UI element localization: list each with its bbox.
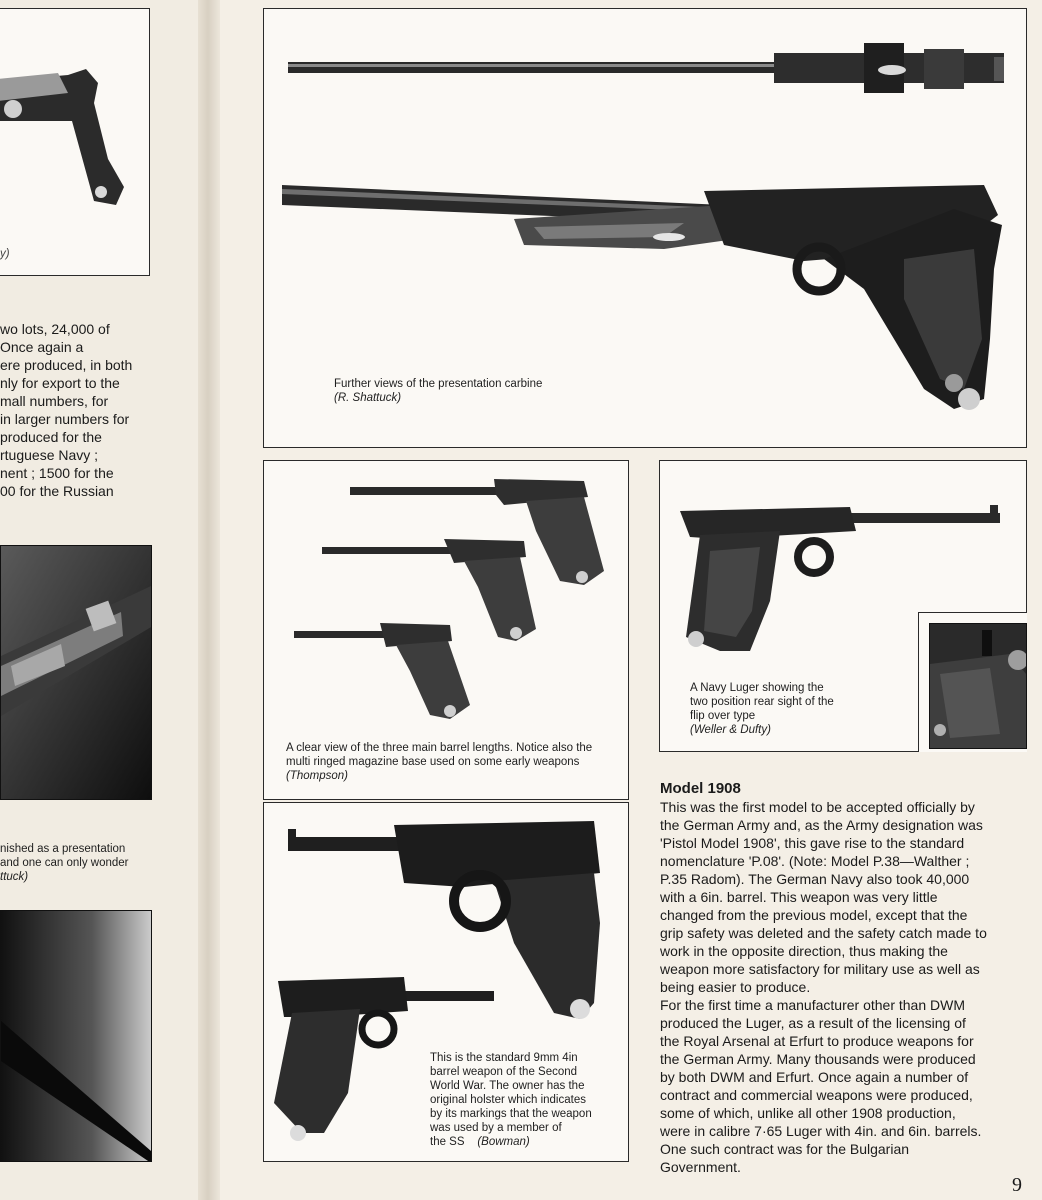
navy-luger-caption-line: A Navy Luger showing the — [690, 682, 824, 694]
article-line: being easier to produce. — [660, 979, 811, 995]
navy-luger-caption — [690, 681, 890, 737]
luger-pistol-image — [0, 9, 148, 275]
left-text-line: nly for export to the — [0, 375, 120, 391]
rear-sight-inset-photo — [929, 623, 1027, 749]
navy-luger-caption-line: two position rear sight of the — [690, 696, 834, 708]
article-heading: Model 1908 — [660, 780, 741, 797]
standard-9mm-caption-credit: (Bowman) — [477, 1136, 530, 1148]
navy-luger-caption-line: flip over type — [690, 710, 756, 722]
left-text-line: nent ; 1500 for the — [0, 465, 114, 481]
book-gutter — [198, 0, 220, 1200]
article-line: some of which, unlike all other 1908 production, — [660, 1105, 956, 1121]
left-caption-line: nished as a presentation — [0, 843, 126, 855]
article-line: grip safety was deleted and the safety catch made to — [660, 925, 987, 941]
carbine-caption-credit: (R. Shattuck) — [334, 392, 402, 404]
standard-9mm-caption-line: was used by a member of — [430, 1122, 562, 1134]
three-lugers-caption-credit: (Thompson) — [286, 770, 348, 782]
standard-9mm-caption-line: by its markings that the weapon — [430, 1108, 592, 1120]
standard-9mm-caption-line-last — [430, 1135, 626, 1149]
left-caption-mid — [0, 842, 198, 884]
left-caption-line: and one can only wonder — [0, 857, 129, 869]
carbine-caption-text: Further views of the presentation carbine — [334, 378, 543, 390]
article-line: the German Army and, as the Army designation was — [660, 817, 983, 833]
standard-9mm-caption-line: original holster which indicates — [430, 1094, 586, 1106]
three-barrel-lengths-image — [264, 461, 627, 733]
article-line: changed from the previous model, except that the — [660, 907, 968, 923]
article-line: Government. — [660, 1159, 741, 1175]
left-caption-line: ttuck) — [0, 871, 29, 883]
three-lugers-caption-text: A clear view of the three main barrel lengths. Notice also the multi ringed magazine base used on some early weapons — [286, 742, 593, 768]
article-line: were in calibre 7·65 Luger with 4in. and 6in. barrels. — [660, 1123, 982, 1139]
three-lugers-photo-frame — [263, 460, 629, 800]
navy-luger-caption-credit: (Weller & Dufty) — [690, 724, 771, 736]
standard-9mm-caption-line: This is the standard 9mm 4in — [430, 1052, 578, 1064]
rear-sight-image — [930, 624, 1026, 748]
article-line: produced the Luger, as a result of the licensing of — [660, 1015, 966, 1031]
article-line: 'Pistol Model 1908', this gave rise to the standard — [660, 835, 965, 851]
standard-9mm-caption-line: World War. The owner has the — [430, 1080, 585, 1092]
article-line: One such contract was for the Bulgarian — [660, 1141, 910, 1157]
left-caption-fragment: y) — [0, 248, 10, 260]
left-page — [0, 0, 200, 1200]
rear-sight-inset-frame — [918, 612, 1027, 752]
article-line: nomenclature 'P.08'. (Note: Model P.38—Walther ; — [660, 853, 970, 869]
article-line: by both DWM and Erfurt. Once again a number of — [660, 1069, 969, 1085]
standard-9mm-photo-frame — [263, 802, 629, 1162]
carbine-caption — [334, 377, 634, 405]
three-lugers-caption — [286, 741, 616, 783]
left-text-line: 00 for the Russian — [0, 483, 114, 499]
barrel-closeup-image — [1, 546, 152, 800]
article-line: P.35 Radom). The German Navy also took 40,000 — [660, 871, 970, 887]
article-column — [660, 780, 1032, 1176]
left-text-line: in larger numbers for — [0, 411, 130, 427]
standard-9mm-caption-line: the SS — [430, 1136, 465, 1148]
article-line: This was the first model to be accepted officially by — [660, 799, 975, 815]
standard-9mm-caption-line: barrel weapon of the Second — [430, 1066, 578, 1078]
left-text-line: ere produced, in both — [0, 357, 133, 373]
article-line: For the first time a manufacturer other than DWM — [660, 997, 965, 1013]
carbine-photo-frame — [263, 8, 1027, 448]
left-photo-mid — [0, 545, 152, 800]
left-text-line: Once again a — [0, 339, 84, 355]
left-text-line: mall numbers, for — [0, 393, 109, 409]
pistol-closeup-image — [1, 911, 152, 1162]
article-line: the German Army. Many thousands were produced — [660, 1051, 976, 1067]
article-line: with a 6in. barrel. This weapon was very little — [660, 889, 938, 905]
article-line: work in the opposite direction, thus making the — [660, 943, 948, 959]
page-number: 9 — [1012, 1174, 1022, 1196]
article-line: contract and commercial weapons were produced, — [660, 1087, 973, 1103]
left-text-line: wo lots, 24,000 of — [0, 321, 110, 337]
left-photo-top — [0, 8, 150, 276]
article-line: weapon more satisfactory for military use as well as — [660, 961, 980, 977]
left-text-line: rtuguese Navy ; — [0, 447, 99, 463]
left-text-line: produced for the — [0, 429, 102, 445]
standard-9mm-caption — [430, 1051, 626, 1149]
left-text-column — [0, 320, 195, 500]
left-photo-bottom — [0, 910, 152, 1162]
article-line: the Royal Arsenal at Erfurt to produce weapons for — [660, 1033, 974, 1049]
